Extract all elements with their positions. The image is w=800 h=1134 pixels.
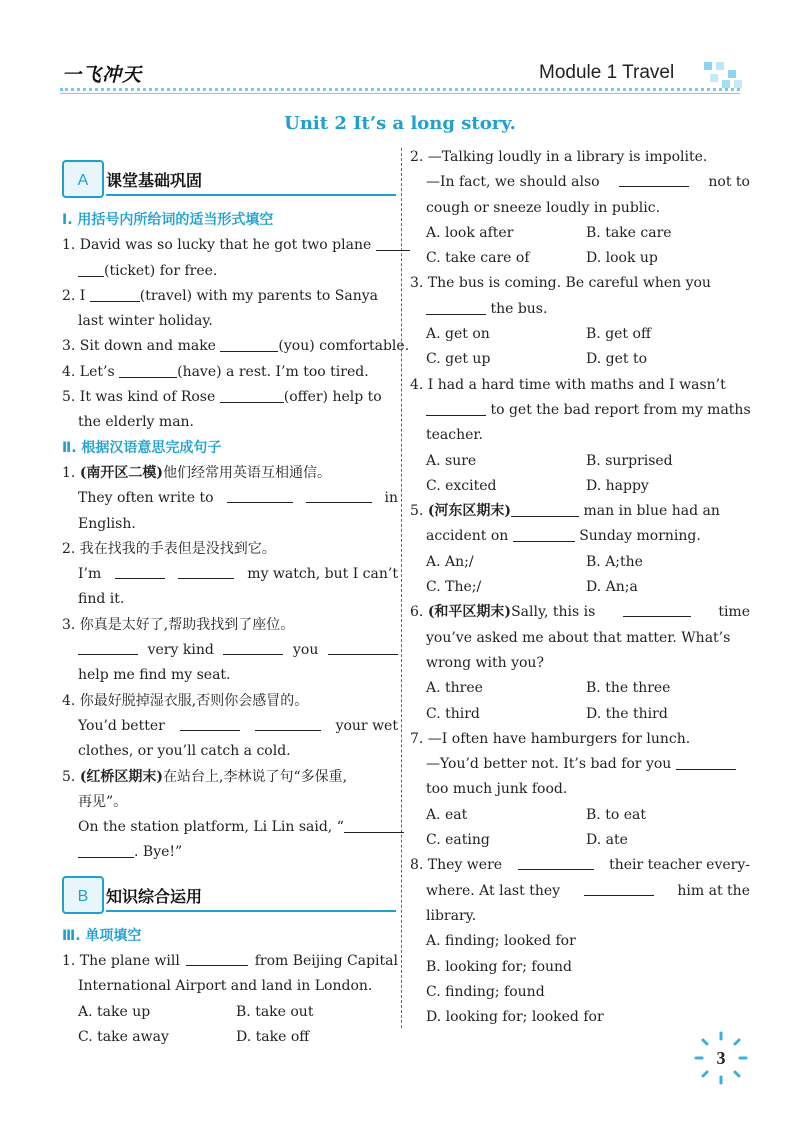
p1-q1-line1: 1. David was so lucky that he got two plane [62, 233, 398, 258]
p2-q4-en2: clothes, or you’ll catch a cold. [78, 743, 291, 760]
p2-q3-en1: very kind you [62, 638, 398, 663]
section-b-title: 知识综合运用 [106, 886, 203, 906]
q5-options-2: C. The;/ D. An;a [426, 579, 638, 596]
column-divider [401, 148, 402, 1028]
header-dotted-line [60, 88, 740, 91]
q8-option-a: A. finding; looked for [426, 933, 576, 950]
p3-q1-line1: 1. The plane will from Beijing Capital [62, 949, 398, 974]
p1-q1-line2: (ticket) for free. [62, 259, 398, 284]
q7-options-2: C. eating D. ate [426, 832, 628, 849]
part1-heading: Ⅰ. 用括号内所给词的适当形式填空 [62, 212, 274, 228]
q2-options-1: A. look after B. take care [426, 224, 672, 241]
p1-q2-line2: last winter holiday. [78, 313, 213, 330]
part3-heading: Ⅲ. 单项填空 [62, 927, 142, 944]
q8-option-d: D. looking for; looked for [426, 1009, 604, 1026]
q4-options-2: C. excited D. happy [426, 477, 649, 494]
p2-q5-cn: 5. (红桥区期末)在站台上,李林说了句“多保重, [62, 768, 348, 785]
q5-line2: accident on Sunday morning. [410, 524, 750, 549]
p1-q4: 4. Let’s (have) a rest. I’m too tired. [62, 360, 398, 385]
q2-line1: 2. —Talking loudly in a library is impolite. [410, 149, 708, 165]
q6-line2: you’ve asked me about that matter. What’s [426, 629, 731, 646]
q4-line2: to get the bad report from my maths [410, 398, 750, 423]
q8-line2: where. At last they him at the [410, 879, 750, 904]
q6-line3: wrong with you? [426, 654, 544, 671]
p2-q5-en1: On the station platform, Li Lin said, “ [62, 815, 398, 840]
q5-options-1: A. An;/ B. A;the [426, 553, 643, 570]
book-icon: A [62, 160, 104, 198]
q6-line1: 6. (和平区期末)Sally, this is time [410, 600, 750, 625]
q8-line3: library. [426, 907, 477, 924]
right-column [410, 145, 750, 1030]
q5-line1: 5. (河东区期末) man in blue had an [410, 499, 750, 524]
p2-q2-en2: find it. [78, 591, 125, 608]
brand-logo-text: 一飞冲天 [62, 64, 143, 86]
section-a-underline [106, 194, 396, 196]
q8-line1: 8. They were their teacher every- [410, 853, 750, 878]
p2-q2-cn: 2. 我在找我的手表但是没找到它。 [62, 540, 276, 557]
section-a-header [62, 156, 398, 204]
header-decoration [700, 60, 744, 90]
q8-option-b: B. looking for; found [426, 958, 572, 975]
q4-line3: teacher. [426, 427, 484, 444]
unit-title: Unit 2 It’s a long story. [284, 113, 516, 134]
p1-q5-line2: the elderly man. [78, 414, 195, 431]
p2-q5-cn2: 再见”。 [78, 793, 128, 810]
q2-line2: —In fact, we should also not to [410, 170, 750, 195]
q4-line1: 4. I had a hard time with maths and I wasn’t [410, 376, 726, 393]
page-number: 3 [716, 1048, 726, 1068]
q3-line1: 3. The bus is coming. Be careful when you [410, 275, 711, 292]
q7-options-1: A. eat B. to eat [426, 806, 646, 823]
p2-q1-en1: They often write to in [62, 486, 398, 511]
q2-options-2: C. take care of D. look up [426, 250, 658, 267]
p3-q1-options-2: C. take away D. take off [78, 1028, 310, 1045]
section-b-underline [106, 910, 396, 912]
q7-line3: too much junk food. [426, 781, 568, 798]
q2-line3: cough or sneeze loudly in public. [426, 199, 661, 216]
q7-line1: 7. —I often have hamburgers for lunch. [410, 730, 691, 747]
p2-q3-en2: help me find my seat. [78, 667, 231, 684]
q6-options-1: A. three B. the three [426, 680, 671, 697]
p2-q5-en2: . Bye!” [62, 840, 398, 865]
section-b-header [62, 872, 398, 920]
p1-q5-line1: 5. It was kind of Rose (offer) help to [62, 385, 398, 410]
book-icon: B [62, 876, 104, 914]
q3-options-1: A. get on B. get off [426, 326, 651, 343]
p1-q3: 3. Sit down and make (you) comfortable. [62, 334, 398, 359]
q3-line2: the bus. [410, 297, 750, 322]
q4-options-1: A. sure B. surprised [426, 452, 673, 469]
q7-line2: —You’d better not. It’s bad for you [410, 752, 750, 777]
p2-q3-cn: 3. 你真是太好了,帮助我找到了座位。 [62, 616, 295, 633]
p3-q1-options-1: A. take up B. take out [78, 1003, 314, 1020]
p2-q4-cn: 4. 你最好脱掉湿衣服,否则你会感冒的。 [62, 692, 309, 709]
p2-q1-en2: English. [78, 515, 136, 532]
module-title: Module 1 Travel [539, 62, 675, 83]
p2-q4-en1: You’d better your wet [62, 714, 398, 739]
p2-q1-cn: 1. (南开区二模)他们经常用英语互相通信。 [62, 464, 332, 481]
p1-q2-line1: 2. I (travel) with my parents to Sanya [62, 284, 398, 309]
section-a-title: 课堂基础巩固 [106, 171, 203, 190]
q8-option-c: C. finding; found [426, 983, 545, 1000]
q6-options-2: C. third D. the third [426, 705, 668, 722]
p2-q2-en1: I’m my watch, but I can’t [62, 562, 398, 587]
header-rule [60, 93, 740, 94]
part2-heading: Ⅱ. 根据汉语意思完成句子 [62, 439, 222, 456]
left-column [62, 150, 410, 1050]
q3-options-2: C. get up D. get to [426, 351, 648, 368]
p3-q1-line2: International Airport and land in London. [78, 978, 373, 995]
